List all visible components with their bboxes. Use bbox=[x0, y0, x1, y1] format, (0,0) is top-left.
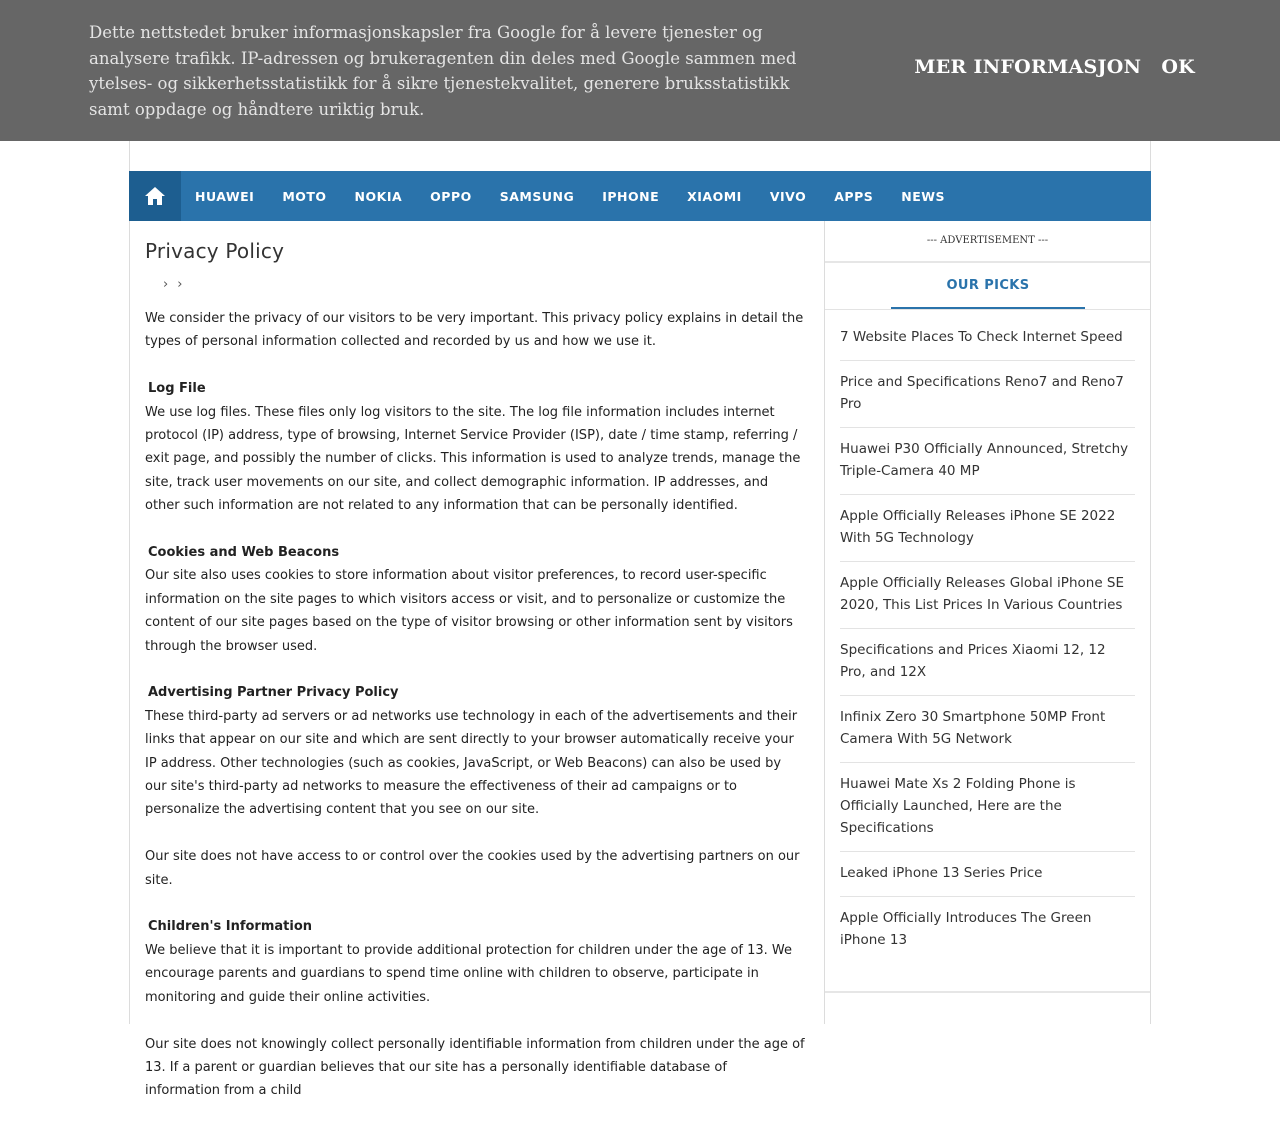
log-file-paragraph: We use log files. These files only log visitors to the site. The log file information includes internet protocol (IP) address, type of browsing, Internet Service Provider (ISP), date / time stamp, referring / exit page, and possibly the number of clicks. This information is used to analyze trends, manage the site, track user movements on our site, and collect demographic information. IP addresses, and other such information are not related to any information that can be personally identified. bbox=[145, 404, 801, 514]
tab-our-picks[interactable]: OUR PICKS bbox=[891, 263, 1085, 309]
cookie-actions bbox=[914, 56, 1195, 78]
advertising-paragraph: These third-party ad servers or ad networks use technology in each of the advertisements and their links that appear on our site and which are sent directly to your browser automatically receive your IP address. Other technologies (such as cookies, JavaScript, or Web Beacons) can also be used by our site's third-party ad networks to measure the effectiveness of their ad campaigns or to personalize the advertising content that you see on our site. bbox=[145, 708, 798, 818]
nav-item-xiaomi[interactable]: XIAOMI bbox=[687, 188, 742, 204]
pick-item[interactable]: Apple Officially Introduces The Green iPhone 13 bbox=[840, 910, 1092, 948]
nav-item-nokia[interactable]: NOKIA bbox=[354, 188, 403, 204]
cookies-paragraph: Our site also uses cookies to store information about visitor preferences, to record user-specific information on the site pages to which visitors access or visit, and to personalize or customize the content of our site pages based on the type of visitor browsing or other information sent by visitors through the browser used. bbox=[145, 568, 793, 654]
nav-item-samsung[interactable]: SAMSUNG bbox=[499, 188, 575, 204]
cookies-heading: Cookies and Web Beacons bbox=[148, 545, 340, 561]
nav-item-vivo[interactable]: VIVO bbox=[769, 188, 807, 204]
pick-item[interactable]: Leaked iPhone 13 Series Price bbox=[840, 852, 1135, 897]
children-paragraph-2: Our site does not knowingly collect personally identifiable information from children under the age of 13. If a parent or guardian believes that our site has a personally identifiable database of information from a child bbox=[145, 1036, 805, 1099]
chevron-right-icon: › bbox=[163, 277, 169, 292]
nav-item-oppo[interactable]: OPPO bbox=[430, 188, 472, 204]
pick-item[interactable]: Price and Specifications Reno7 and Reno7 Pro bbox=[840, 361, 1135, 428]
nav-item-huawei[interactable]: HUAWEI bbox=[195, 188, 255, 204]
sidebar-divider bbox=[825, 991, 1150, 993]
breadcrumb bbox=[163, 277, 182, 292]
sidebar bbox=[825, 221, 1150, 1024]
pick-item[interactable]: Apple Officially Releases Global iPhone SE 2020, This List Prices In Various Countries bbox=[840, 562, 1135, 629]
main-content bbox=[130, 221, 825, 1099]
children-paragraph: We believe that it is important to provide additional protection for children under the age of 13. We encourage parents and guardians to spend time online with children to observe, participate in monitoring and guide their online activities. bbox=[145, 942, 793, 1005]
nav-item-moto[interactable]: MOTO bbox=[282, 188, 327, 204]
page-container bbox=[129, 141, 1151, 1099]
home-icon bbox=[144, 186, 166, 206]
pick-item[interactable]: Specifications and Prices Xiaomi 12, 12 Pro, and 12X bbox=[840, 629, 1135, 696]
chevron-right-icon: › bbox=[177, 277, 183, 292]
pick-item[interactable]: Infinix Zero 30 Smartphone 50MP Front Camera With 5G Network bbox=[840, 696, 1135, 763]
main-nav bbox=[129, 171, 1151, 221]
nav-item-apps[interactable]: APPS bbox=[834, 188, 874, 204]
header-strip bbox=[130, 141, 1150, 172]
home-button[interactable] bbox=[129, 171, 181, 221]
children-heading: Children's Information bbox=[148, 919, 313, 935]
advertising-paragraph-2: Our site does not have access to or control over the cookies used by the advertising partners on our site. bbox=[145, 849, 800, 888]
picks-tab-row bbox=[825, 263, 1150, 310]
intro-paragraph: We consider the privacy of our visitors to be very important. This privacy policy explains in detail the types of personal information collected and recorded by us and how we use it. bbox=[145, 311, 804, 350]
more-info-button[interactable]: MER INFORMASJON bbox=[914, 56, 1142, 78]
page-title: Privacy Policy bbox=[145, 239, 285, 263]
nav-item-iphone[interactable]: IPHONE bbox=[602, 188, 660, 204]
pick-item[interactable]: 7 Website Places To Check Internet Speed bbox=[840, 316, 1135, 361]
policy-body bbox=[145, 307, 805, 1126]
picks-list bbox=[825, 310, 1150, 963]
advertisement-label: --- ADVERTISEMENT --- bbox=[825, 221, 1150, 263]
cookie-banner-text: Dette nettstedet bruker informasjonskapsler fra Google for å levere tjenester og analysere trafikk. IP-adressen og brukeragenten din deles med Google sammen med ytelses- og sikkerhetsstatistikk for å sikre tjenestekvalitet, generere bruksstatistikk samt oppdage og håndtere uriktig bruk. bbox=[89, 23, 797, 119]
nav-item-news[interactable]: NEWS bbox=[901, 188, 946, 204]
advertising-heading: Advertising Partner Privacy Policy bbox=[148, 685, 399, 701]
cookie-banner bbox=[0, 0, 1280, 141]
pick-item[interactable]: Apple Officially Releases iPhone SE 2022 With 5G Technology bbox=[840, 495, 1135, 562]
pick-item[interactable]: Huawei P30 Officially Announced, Stretchy Triple-Camera 40 MP bbox=[840, 428, 1135, 495]
log-file-heading: Log File bbox=[148, 381, 206, 397]
ok-button[interactable]: OK bbox=[1161, 56, 1195, 78]
pick-item[interactable]: Huawei Mate Xs 2 Folding Phone is Officially Launched, Here are the Specifications bbox=[840, 763, 1135, 852]
